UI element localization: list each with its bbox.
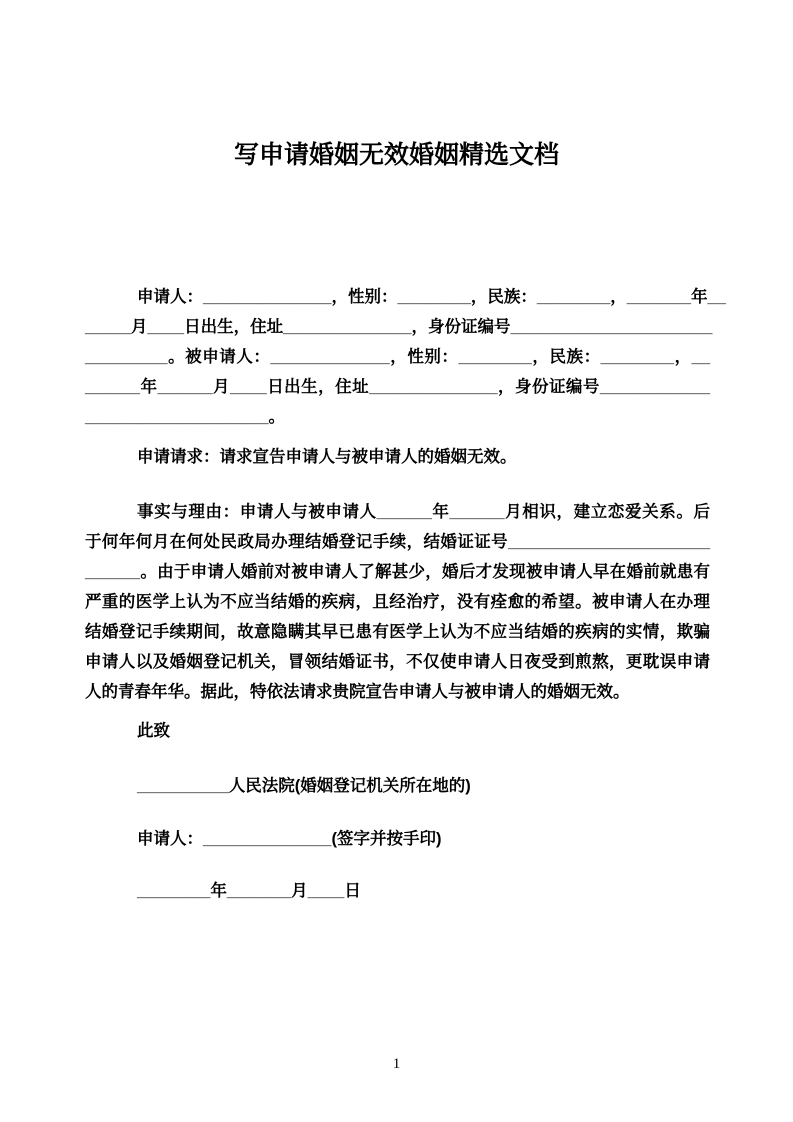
facts-line-7: 人的青春年华。据此，特依法请求贵院宣告申请人与被申请人的婚姻无效。 xyxy=(85,683,630,701)
party-line-5: ____________________。 xyxy=(85,408,286,426)
facts-line-6: 申请人以及婚姻登记机关，冒领结婚证书，不仅使申请人日夜受到煎熬，更耽误申请 xyxy=(85,653,710,671)
document-title: 写申请婚姻无效婚姻精选文档 xyxy=(233,141,559,169)
party-paragraph xyxy=(85,282,726,432)
salutation-line: 此致 xyxy=(137,722,170,740)
facts-paragraph xyxy=(85,497,710,707)
closing-court-paragraph xyxy=(85,771,710,801)
closing-date-paragraph xyxy=(85,876,710,906)
facts-line-3: ______。由于申请人婚前对被申请人了解甚少，婚后才发现被申请人早在婚前就患有 xyxy=(85,563,710,581)
party-line-2: _____月____日出生，住址______________，身份证编号______________________ xyxy=(85,318,713,336)
facts-line-1: 事实与理由：申请人与被申请人______年______月相识，建立恋爱关系。后 xyxy=(137,503,710,521)
request-paragraph xyxy=(85,442,710,472)
signature-line: 申请人：______________(签字并按手印) xyxy=(137,830,442,848)
document-body xyxy=(85,282,726,906)
page-number: 1 xyxy=(392,1056,401,1072)
party-line-3: _________。被申请人：_____________，性别：________，民族：________，__ xyxy=(85,348,710,366)
request-line: 申请请求：请求宣告申请人与被申请人的婚姻无效。 xyxy=(137,448,517,466)
closing-signature-paragraph xyxy=(85,824,710,854)
court-line: __________人民法院(婚姻登记机关所在地的) xyxy=(137,777,471,795)
facts-line-2: 于何年何月在何处民政局办理结婚登记手续，结婚证证号______________________ xyxy=(85,533,710,551)
closing-salutation-paragraph xyxy=(85,716,710,746)
party-line-4: ______年______月____日出生，住址______________，身份证编号____________ xyxy=(85,378,710,396)
facts-line-4: 严重的医学上认为不应当结婚的疾病，且经治疗，没有痊愈的希望。被申请人在办理 xyxy=(85,593,710,611)
date-line: ________年_______月____日 xyxy=(137,882,361,900)
facts-line-5: 结婚登记手续期间，故意隐瞒其早已患有医学上认为不应当结婚的疾病的实情，欺骗 xyxy=(85,623,710,641)
party-line-1: 申请人：______________，性别：________，民族：________，_______年__ xyxy=(137,288,726,306)
